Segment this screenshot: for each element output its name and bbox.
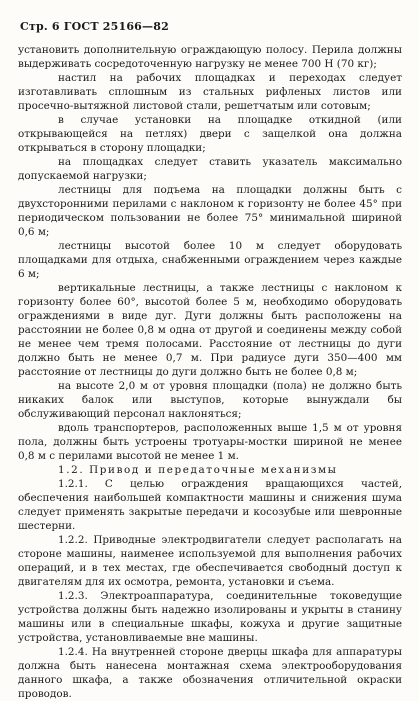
paragraph: лестницы высотой более 10 м следует оборудовать площадками для отдыха, снабженными ограждением через каждые 6 м; [18,240,402,280]
paragraph: в случае установки на площадке откидной (или открывающейся на петлях) двери с защелкой она должна открываться в сторону площадки; [18,114,402,154]
paragraph: вертикальные лестницы, а также лестницы с наклоном к горизонту более 60°, высотой более 5 м, необходимо оборудовать ограждениями в виде дуг. Дуги должны быть расположены на расстоянии не более 0,8 м одна от другой и соединены между собой не менее чем тремя полосами. Расстояние от лестницы до дуги должно быть не менее 0,7 м. При радиусе дуги 350—400 мм расстояние от лестницы до дуги должно быть не более 0,8 м; [18,282,402,378]
paragraph: настил на рабочих площадках и переходах следует изготавливать сплошным из стальных рифленых листов или просечно-вытяжной листовой стали, решетчатым или сотовым; [18,72,402,112]
page-header: Стр. 6 ГОСТ 25166—82 [20,20,169,33]
paragraph: лестницы для подъема на площадки должны быть с двухсторонними перилами с наклоном к горизонту не более 45° при периодическом пользовании не более 75° минимальной шириной 0,6 м; [18,184,402,238]
paragraph: 1.2.4. На внутренней стороне дверцы шкафа для аппаратуры должна быть нанесена монтажная схема электрооборудования данного шкафа, а также обозначения отличительной окраски проводов. [18,646,402,700]
paragraph: установить дополнительную ограждающую полосу. Перила должны выдерживать сосредоточенную нагрузку не менее 700 Н (70 кг); [18,44,402,70]
paragraph: 1.2.3. Электроаппаратура, соединительные токоведущие устройства должны быть надежно изолированы и укрыты в станину машины или в специальные шкафы, кожуха и другие защитные устройства, установливаемые вне машины. [18,590,402,644]
paragraph: на площадках следует ставить указатель максимально допускаемой нагрузки; [18,156,402,182]
paragraph: на высоте 2,0 м от уровня площадки (пола) не должно быть никаких балок или выступов, которые вынуждали бы обслуживающий персонал наклоняться; [18,380,402,420]
paragraph: вдоль транспортеров, расположенных выше 1,5 м от уровня пола, должны быть устроены тротуары-мостки шириной не менее 0,8 м с перилами высотой не менее 1 м. [18,422,402,462]
section-heading: 1.2. Привод и передаточные механизмы [58,464,338,476]
paragraph: 1.2.1. С целью ограждения вращающихся частей, обеспечения наибольшей компактности машины и снижения шума следует применять закрытые передачи и косозубые или шевронные шестерни. [18,478,402,532]
paragraph: 1.2.2. Приводные электродвигатели следует располагать на стороне машины, наименее используемой для выполнения рабочих операций, и в тех местах, где обеспечивается свободный доступ к двигателям для их осмотра, ремонта, установки и съема. [18,534,402,588]
document-body [18,43,402,701]
